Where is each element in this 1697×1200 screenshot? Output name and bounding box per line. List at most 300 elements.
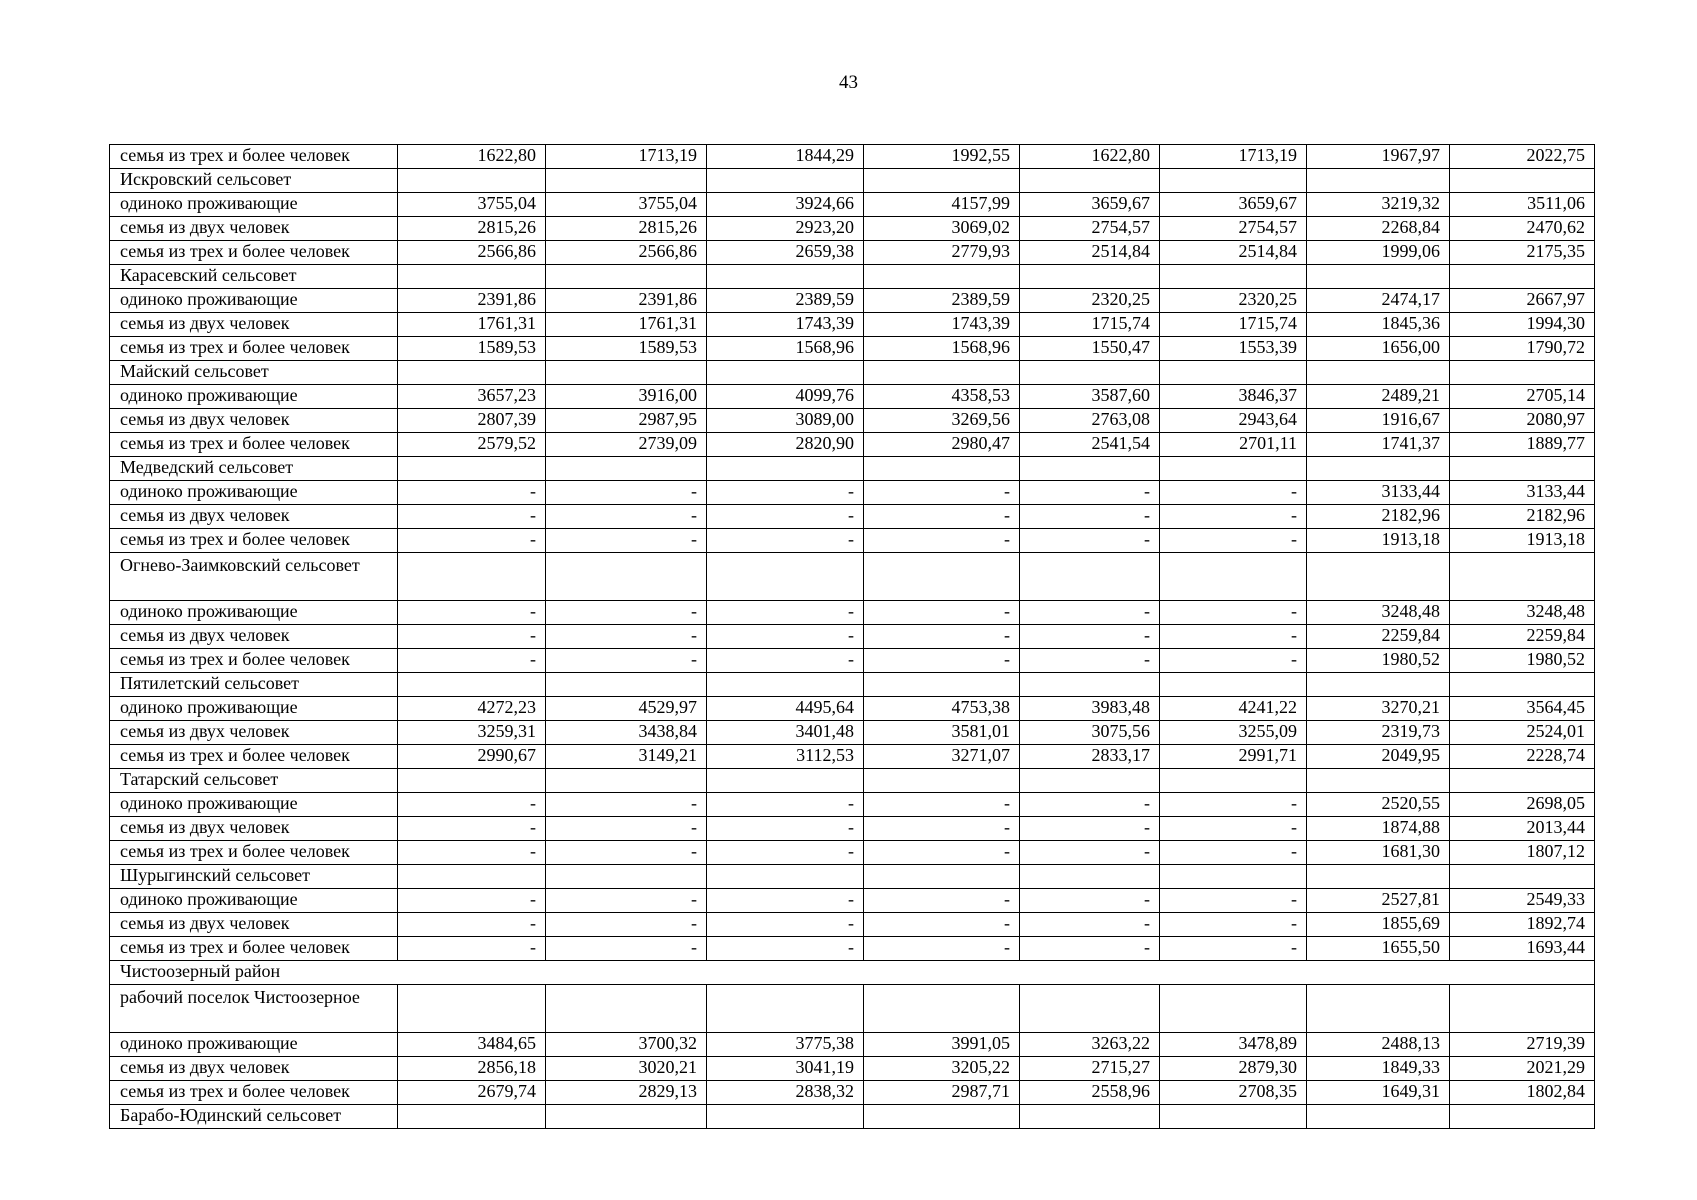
value-cell: 1967,97 [1307, 145, 1450, 169]
empty-cell [1020, 673, 1160, 697]
value-cell: 3478,89 [1160, 1033, 1307, 1057]
value-cell: 2470,62 [1450, 217, 1595, 241]
value-cell: 3991,05 [864, 1033, 1020, 1057]
value-cell: - [398, 889, 546, 913]
household-type: семья из трех и более человек [110, 841, 398, 865]
value-cell: 3438,84 [546, 721, 707, 745]
value-cell: 2754,57 [1160, 217, 1307, 241]
empty-cell [864, 553, 1020, 601]
value-cell: 1568,96 [864, 337, 1020, 361]
value-cell: - [546, 481, 707, 505]
table-row [110, 697, 1595, 721]
value-cell: 2259,84 [1307, 625, 1450, 649]
value-cell: 3700,32 [546, 1033, 707, 1057]
value-cell: - [1020, 601, 1160, 625]
value-cell: - [398, 529, 546, 553]
table-row [110, 889, 1595, 913]
value-cell: 1589,53 [398, 337, 546, 361]
table-row [110, 745, 1595, 769]
table-row [110, 625, 1595, 649]
value-cell: 3020,21 [546, 1057, 707, 1081]
settlement-name: Майский сельсовет [110, 361, 398, 385]
settlement-name: Медведский сельсовет [110, 457, 398, 481]
empty-cell [864, 673, 1020, 697]
value-cell: 3581,01 [864, 721, 1020, 745]
value-cell: 2833,17 [1020, 745, 1160, 769]
value-cell: 1713,19 [1160, 145, 1307, 169]
empty-cell [546, 265, 707, 289]
value-cell: 2520,55 [1307, 793, 1450, 817]
value-cell: - [864, 649, 1020, 673]
table-row [110, 145, 1595, 169]
value-cell: - [1160, 601, 1307, 625]
value-cell: - [1020, 817, 1160, 841]
empty-cell [1020, 457, 1160, 481]
value-cell: 4099,76 [707, 385, 864, 409]
value-cell: 3270,21 [1307, 697, 1450, 721]
value-cell: - [707, 817, 864, 841]
empty-cell [707, 169, 864, 193]
value-cell: - [398, 817, 546, 841]
value-cell: - [1020, 505, 1160, 529]
household-type: семья из двух человек [110, 505, 398, 529]
empty-cell [546, 769, 707, 793]
value-cell: 3259,31 [398, 721, 546, 745]
value-cell: 2080,97 [1450, 409, 1595, 433]
settlement-heading-row [110, 169, 1595, 193]
value-cell: - [707, 529, 864, 553]
empty-cell [546, 985, 707, 1033]
household-type: семья из двух человек [110, 217, 398, 241]
value-cell: 1589,53 [546, 337, 707, 361]
value-cell: - [1160, 505, 1307, 529]
household-type: семья из трех и более человек [110, 529, 398, 553]
household-type: семья из трех и более человек [110, 1081, 398, 1105]
value-cell: 2815,26 [398, 217, 546, 241]
value-cell: 2474,17 [1307, 289, 1450, 313]
value-cell: 2856,18 [398, 1057, 546, 1081]
household-type: семья из трех и более человек [110, 937, 398, 961]
settlement-name: рабочий поселок Чистоозерное [110, 985, 398, 1033]
settlement-heading-row [110, 1105, 1595, 1129]
value-cell: - [864, 505, 1020, 529]
empty-cell [546, 457, 707, 481]
value-cell: 1980,52 [1307, 649, 1450, 673]
table-row [110, 1057, 1595, 1081]
value-cell: 3484,65 [398, 1033, 546, 1057]
value-cell: 1892,74 [1450, 913, 1595, 937]
empty-cell [398, 169, 546, 193]
value-cell: 3133,44 [1450, 481, 1595, 505]
value-cell: 2815,26 [546, 217, 707, 241]
value-cell: 1916,67 [1307, 409, 1450, 433]
table-body [110, 145, 1595, 1129]
empty-cell [1450, 673, 1595, 697]
value-cell: 4358,53 [864, 385, 1020, 409]
settlement-name: Огнево-Заимковский сельсовет [110, 553, 398, 601]
value-cell: 3248,48 [1307, 601, 1450, 625]
value-cell: 3133,44 [1307, 481, 1450, 505]
household-type: семья из двух человек [110, 721, 398, 745]
value-cell: - [864, 625, 1020, 649]
value-cell: 2879,30 [1160, 1057, 1307, 1081]
value-cell: - [1160, 793, 1307, 817]
value-cell: - [864, 529, 1020, 553]
table-row [110, 841, 1595, 865]
household-type: одиноко проживающие [110, 385, 398, 409]
value-cell: - [707, 481, 864, 505]
value-cell: 1553,39 [1160, 337, 1307, 361]
empty-cell [1450, 985, 1595, 1033]
household-type: одиноко проживающие [110, 601, 398, 625]
settlement-name: Карасевский сельсовет [110, 265, 398, 289]
table-row [110, 937, 1595, 961]
value-cell: 3041,19 [707, 1057, 864, 1081]
value-cell: 3846,37 [1160, 385, 1307, 409]
value-cell: 2021,29 [1450, 1057, 1595, 1081]
value-cell: - [546, 841, 707, 865]
value-cell: - [398, 913, 546, 937]
value-cell: - [707, 841, 864, 865]
value-cell: 2705,14 [1450, 385, 1595, 409]
empty-cell [1307, 169, 1450, 193]
value-cell: 2715,27 [1020, 1057, 1160, 1081]
value-cell: - [1020, 913, 1160, 937]
value-cell: 2566,86 [398, 241, 546, 265]
value-cell: 3219,32 [1307, 193, 1450, 217]
value-cell: 2987,71 [864, 1081, 1020, 1105]
value-cell: 3924,66 [707, 193, 864, 217]
value-cell: 2489,21 [1307, 385, 1450, 409]
value-cell: 2527,81 [1307, 889, 1450, 913]
household-type: семья из двух человек [110, 313, 398, 337]
settlement-heading-row [110, 553, 1595, 601]
value-cell: 2829,13 [546, 1081, 707, 1105]
empty-cell [1020, 553, 1160, 601]
table-row [110, 505, 1595, 529]
table-row [110, 193, 1595, 217]
value-cell: 3511,06 [1450, 193, 1595, 217]
empty-cell [1450, 169, 1595, 193]
table-row [110, 721, 1595, 745]
empty-cell [707, 553, 864, 601]
table-row [110, 409, 1595, 433]
value-cell: 3659,67 [1160, 193, 1307, 217]
value-cell: - [1020, 937, 1160, 961]
value-cell: - [398, 649, 546, 673]
value-cell: 1743,39 [707, 313, 864, 337]
value-cell: - [864, 937, 1020, 961]
value-cell: 3659,67 [1020, 193, 1160, 217]
value-cell: - [864, 481, 1020, 505]
value-cell: - [707, 601, 864, 625]
value-cell: - [546, 913, 707, 937]
value-cell: 2698,05 [1450, 793, 1595, 817]
value-cell: - [1160, 481, 1307, 505]
value-cell: - [1020, 841, 1160, 865]
value-cell: 1715,74 [1020, 313, 1160, 337]
household-type: одиноко проживающие [110, 697, 398, 721]
value-cell: 1713,19 [546, 145, 707, 169]
value-cell: 2389,59 [707, 289, 864, 313]
value-cell: 3255,09 [1160, 721, 1307, 745]
settlement-name: Шурыгинский сельсовет [110, 865, 398, 889]
value-cell: - [1160, 529, 1307, 553]
household-type: семья из двух человек [110, 817, 398, 841]
value-cell: 1761,31 [546, 313, 707, 337]
empty-cell [398, 769, 546, 793]
empty-cell [1307, 673, 1450, 697]
settlement-heading-row [110, 673, 1595, 697]
value-cell: 1999,06 [1307, 241, 1450, 265]
table-row [110, 337, 1595, 361]
value-cell: 1655,50 [1307, 937, 1450, 961]
empty-cell [1020, 769, 1160, 793]
empty-cell [1160, 769, 1307, 793]
value-cell: - [1160, 889, 1307, 913]
value-cell: 3069,02 [864, 217, 1020, 241]
value-cell: 4157,99 [864, 193, 1020, 217]
value-cell: 2541,54 [1020, 433, 1160, 457]
empty-cell [1160, 1105, 1307, 1129]
empty-cell [707, 1105, 864, 1129]
value-cell: 2175,35 [1450, 241, 1595, 265]
value-cell: 1849,33 [1307, 1057, 1450, 1081]
empty-cell [1020, 985, 1160, 1033]
empty-cell [1307, 769, 1450, 793]
table-row [110, 529, 1595, 553]
household-type: семья из двух человек [110, 913, 398, 937]
empty-cell [546, 361, 707, 385]
empty-cell [864, 457, 1020, 481]
value-cell: 2022,75 [1450, 145, 1595, 169]
value-cell: 2838,32 [707, 1081, 864, 1105]
empty-cell [707, 865, 864, 889]
value-cell: 1741,37 [1307, 433, 1450, 457]
value-cell: 2659,38 [707, 241, 864, 265]
empty-cell [707, 985, 864, 1033]
empty-cell [1160, 865, 1307, 889]
table-row [110, 817, 1595, 841]
empty-cell [707, 769, 864, 793]
value-cell: 2389,59 [864, 289, 1020, 313]
value-cell: 4753,38 [864, 697, 1020, 721]
empty-cell [546, 1105, 707, 1129]
empty-cell [864, 169, 1020, 193]
district-row [110, 961, 1595, 985]
value-cell: 4529,97 [546, 697, 707, 721]
value-cell: - [1020, 649, 1160, 673]
empty-cell [398, 985, 546, 1033]
value-cell: 2558,96 [1020, 1081, 1160, 1105]
value-cell: 1656,00 [1307, 337, 1450, 361]
empty-cell [398, 865, 546, 889]
empty-cell [1160, 265, 1307, 289]
value-cell: - [707, 889, 864, 913]
value-cell: - [707, 505, 864, 529]
value-cell: - [398, 937, 546, 961]
table-row [110, 481, 1595, 505]
empty-cell [546, 169, 707, 193]
empty-cell [1020, 1105, 1160, 1129]
value-cell: 2987,95 [546, 409, 707, 433]
value-cell: 3564,45 [1450, 697, 1595, 721]
value-cell: 3089,00 [707, 409, 864, 433]
table-row [110, 217, 1595, 241]
settlement-name: Пятилетский сельсовет [110, 673, 398, 697]
settlement-heading-row [110, 361, 1595, 385]
empty-cell [864, 265, 1020, 289]
value-cell: 2320,25 [1020, 289, 1160, 313]
empty-cell [864, 865, 1020, 889]
household-type: семья из трех и более человек [110, 433, 398, 457]
settlement-heading-row [110, 265, 1595, 289]
empty-cell [1450, 553, 1595, 601]
empty-cell [1160, 361, 1307, 385]
value-cell: - [864, 889, 1020, 913]
value-cell: 1994,30 [1450, 313, 1595, 337]
table-row [110, 433, 1595, 457]
empty-cell [1307, 553, 1450, 601]
tariff-table [109, 144, 1595, 1129]
household-type: одиноко проживающие [110, 793, 398, 817]
value-cell: - [1020, 793, 1160, 817]
empty-cell [1450, 1105, 1595, 1129]
table-row [110, 385, 1595, 409]
household-type: одиноко проживающие [110, 289, 398, 313]
empty-cell [1307, 865, 1450, 889]
value-cell: 2488,13 [1307, 1033, 1450, 1057]
value-cell: - [1160, 625, 1307, 649]
value-cell: - [398, 505, 546, 529]
value-cell: 3248,48 [1450, 601, 1595, 625]
value-cell: - [707, 649, 864, 673]
value-cell: 2667,97 [1450, 289, 1595, 313]
value-cell: - [1160, 817, 1307, 841]
page-number: 43 [839, 72, 858, 93]
value-cell: 2049,95 [1307, 745, 1450, 769]
settlement-heading-row [110, 865, 1595, 889]
value-cell: 2319,73 [1307, 721, 1450, 745]
value-cell: 1845,36 [1307, 313, 1450, 337]
empty-cell [1307, 265, 1450, 289]
value-cell: 2514,84 [1160, 241, 1307, 265]
value-cell: - [546, 601, 707, 625]
value-cell: 1693,44 [1450, 937, 1595, 961]
value-cell: 3916,00 [546, 385, 707, 409]
value-cell: - [546, 889, 707, 913]
value-cell: 2259,84 [1450, 625, 1595, 649]
value-cell: 1715,74 [1160, 313, 1307, 337]
table-row [110, 793, 1595, 817]
value-cell: 3263,22 [1020, 1033, 1160, 1057]
value-cell: 4241,22 [1160, 697, 1307, 721]
value-cell: - [864, 793, 1020, 817]
empty-cell [546, 865, 707, 889]
value-cell: - [398, 841, 546, 865]
value-cell: 1550,47 [1020, 337, 1160, 361]
empty-cell [398, 457, 546, 481]
value-cell: 2579,52 [398, 433, 546, 457]
value-cell: 1913,18 [1450, 529, 1595, 553]
value-cell: 2701,11 [1160, 433, 1307, 457]
value-cell: - [1160, 841, 1307, 865]
value-cell: 3075,56 [1020, 721, 1160, 745]
district-name: Чистоозерный район [110, 961, 1595, 985]
value-cell: - [864, 841, 1020, 865]
value-cell: 3149,21 [546, 745, 707, 769]
value-cell: 1622,80 [398, 145, 546, 169]
value-cell: 3112,53 [707, 745, 864, 769]
value-cell: 3657,23 [398, 385, 546, 409]
empty-cell [864, 769, 1020, 793]
value-cell: 1913,18 [1307, 529, 1450, 553]
empty-cell [1450, 361, 1595, 385]
empty-cell [398, 553, 546, 601]
value-cell: 2719,39 [1450, 1033, 1595, 1057]
value-cell: - [707, 937, 864, 961]
value-cell: 2923,20 [707, 217, 864, 241]
empty-cell [546, 673, 707, 697]
empty-cell [1307, 985, 1450, 1033]
value-cell: - [864, 913, 1020, 937]
household-type: одиноко проживающие [110, 889, 398, 913]
table-row [110, 241, 1595, 265]
value-cell: - [1160, 913, 1307, 937]
table-row [110, 289, 1595, 313]
value-cell: 2268,84 [1307, 217, 1450, 241]
empty-cell [398, 673, 546, 697]
value-cell: 2708,35 [1160, 1081, 1307, 1105]
empty-cell [864, 985, 1020, 1033]
value-cell: 3775,38 [707, 1033, 864, 1057]
value-cell: 2807,39 [398, 409, 546, 433]
empty-cell [1160, 169, 1307, 193]
value-cell: - [707, 625, 864, 649]
value-cell: 1761,31 [398, 313, 546, 337]
value-cell: 3755,04 [398, 193, 546, 217]
value-cell: 1980,52 [1450, 649, 1595, 673]
household-type: одиноко проживающие [110, 1033, 398, 1057]
empty-cell [707, 673, 864, 697]
household-type: семья из трех и более человек [110, 337, 398, 361]
value-cell: - [546, 793, 707, 817]
empty-cell [1020, 865, 1160, 889]
value-cell: 1802,84 [1450, 1081, 1595, 1105]
value-cell: - [398, 793, 546, 817]
value-cell: - [864, 601, 1020, 625]
household-type: семья из трех и более человек [110, 649, 398, 673]
empty-cell [398, 361, 546, 385]
empty-cell [398, 265, 546, 289]
empty-cell [1020, 361, 1160, 385]
empty-cell [1160, 985, 1307, 1033]
value-cell: - [1020, 481, 1160, 505]
settlement-heading-row [110, 769, 1595, 793]
value-cell: 1844,29 [707, 145, 864, 169]
value-cell: - [546, 817, 707, 841]
value-cell: - [546, 649, 707, 673]
empty-cell [707, 361, 864, 385]
value-cell: - [707, 913, 864, 937]
value-cell: 2820,90 [707, 433, 864, 457]
settlement-name: Татарский сельсовет [110, 769, 398, 793]
settlement-name: Барабо-Юдинский сельсовет [110, 1105, 398, 1129]
settlement-name: Искровский сельсовет [110, 169, 398, 193]
settlement-heading-row [110, 985, 1595, 1033]
value-cell: 2228,74 [1450, 745, 1595, 769]
value-cell: 1568,96 [707, 337, 864, 361]
